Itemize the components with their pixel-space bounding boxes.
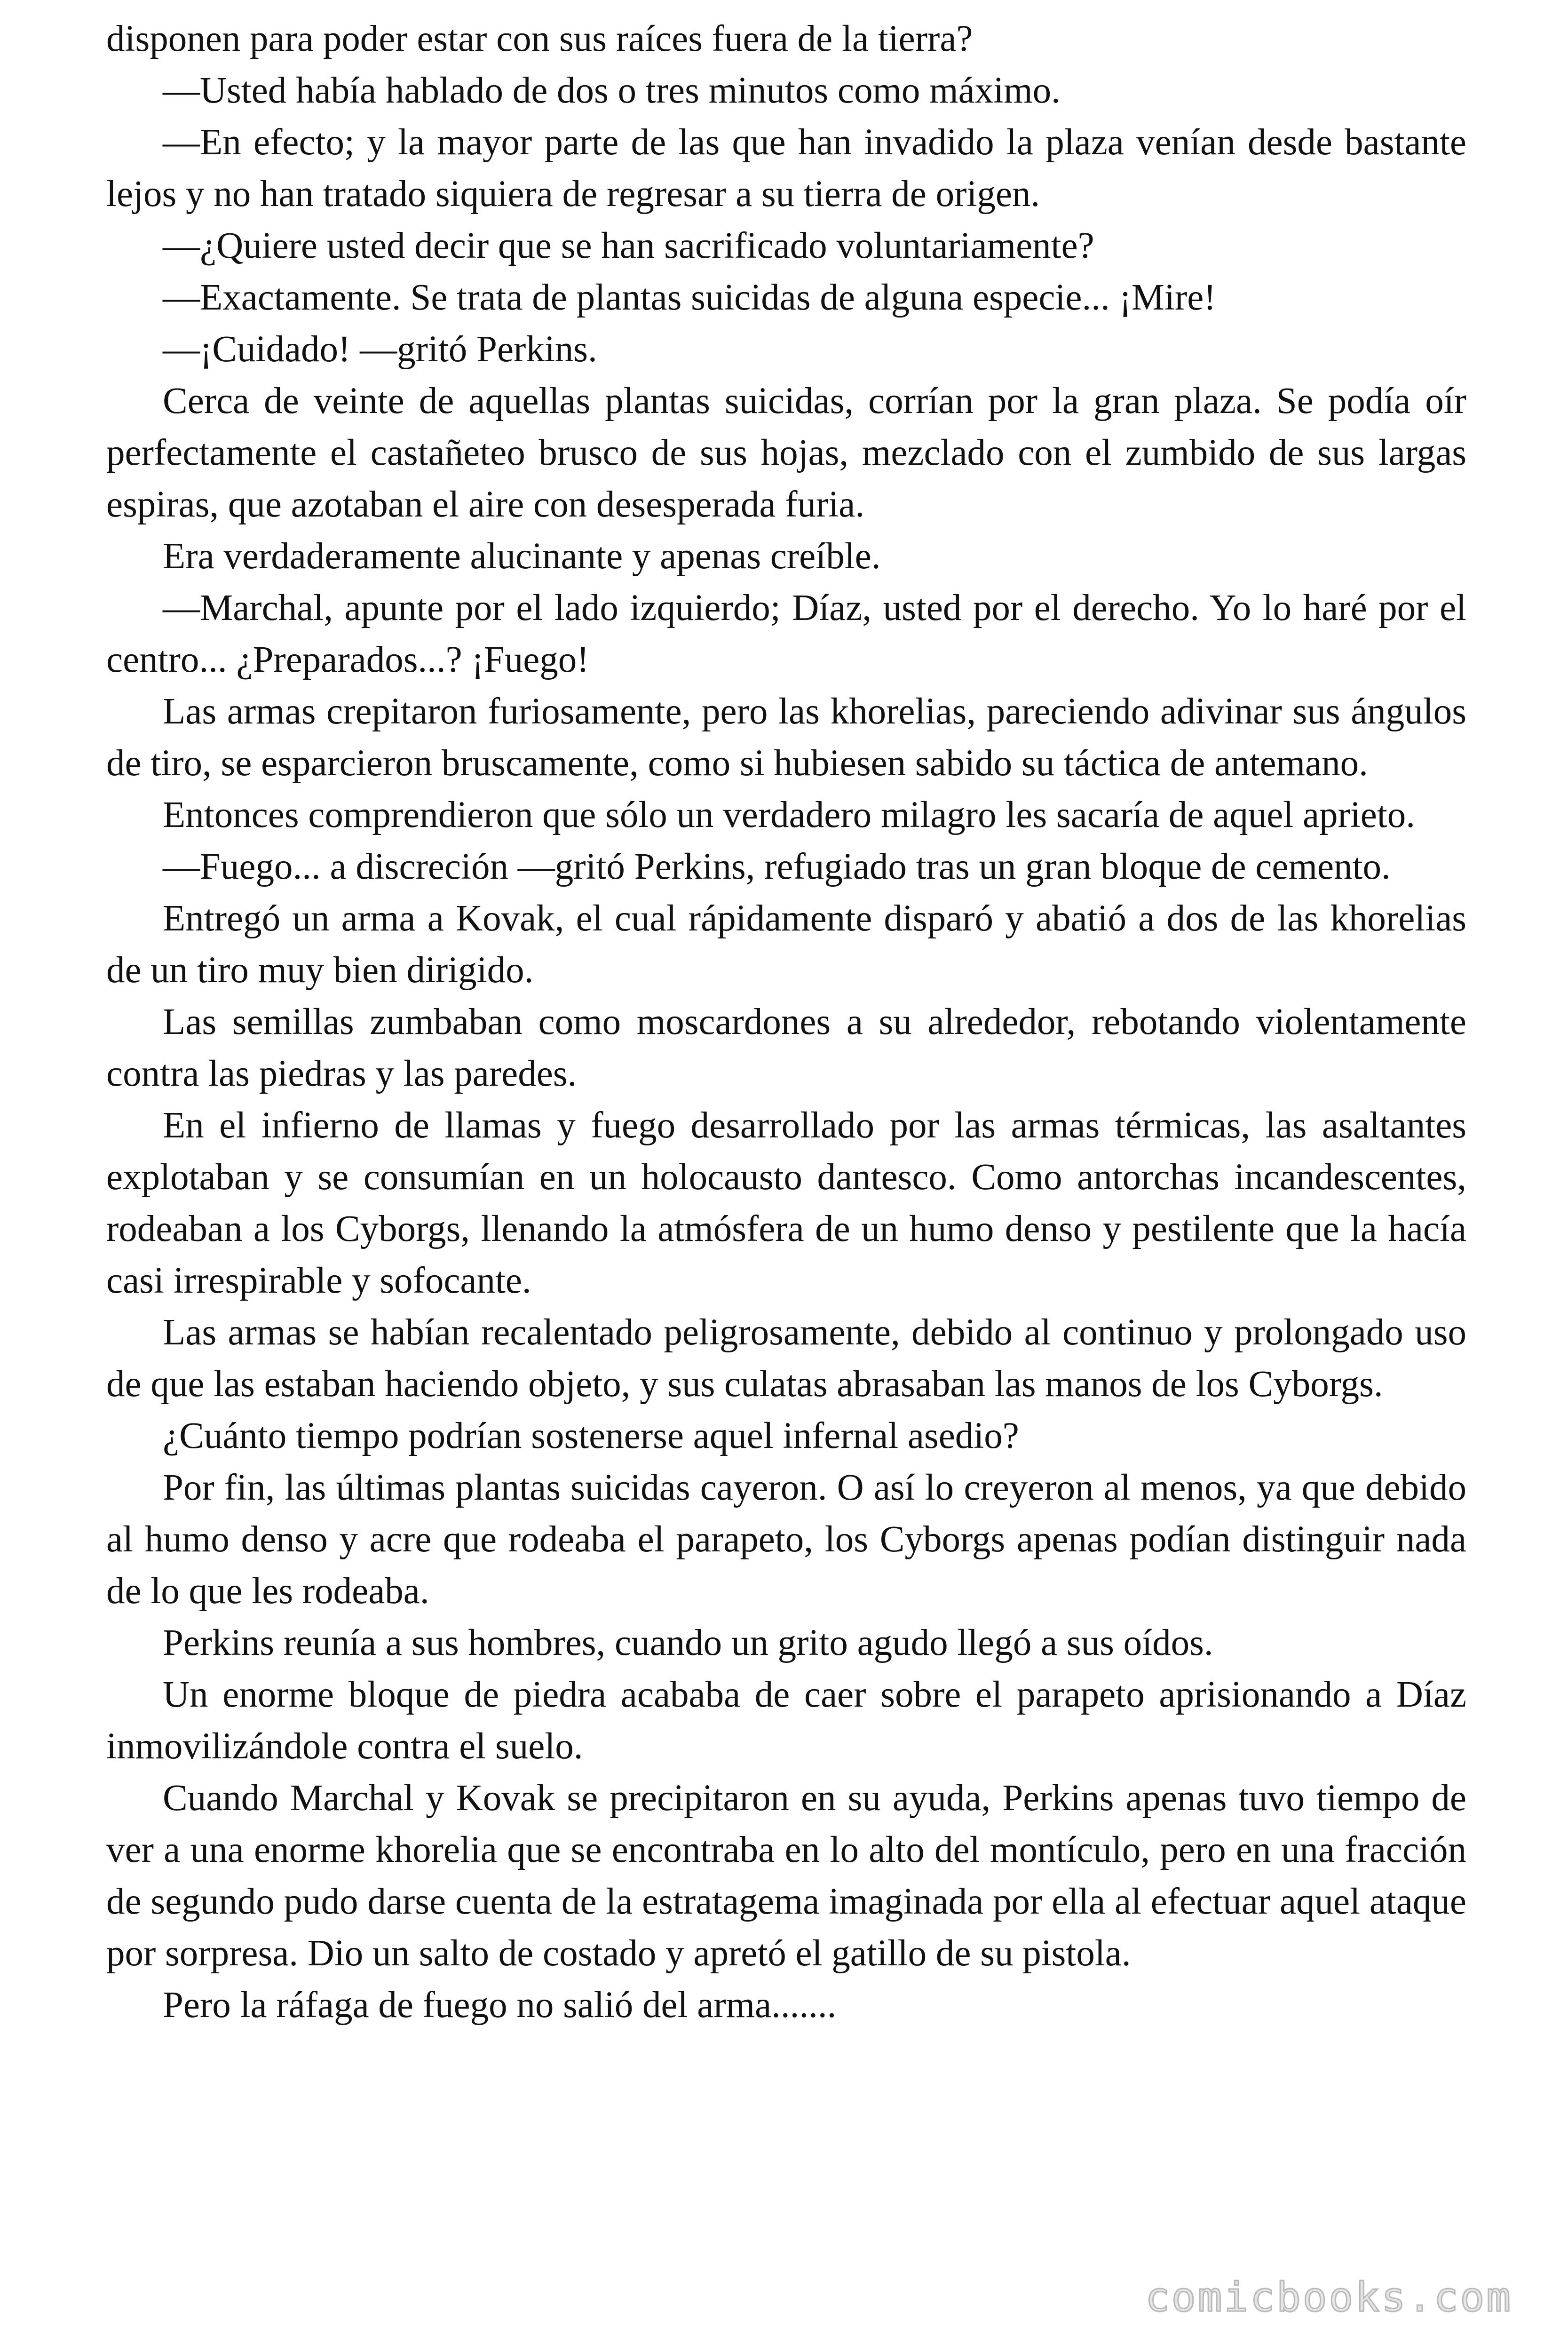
paragraph-17: ¿Cuánto tiempo podrían sostenerse aquel infernal asedio? bbox=[163, 1415, 1019, 1456]
paragraph-3: —En efecto; y la mayor parte de las que han invadido la plaza venían desde bastante lejos y no han tratado siquiera de regresar a su tierra de origen. bbox=[106, 122, 1466, 215]
paragraph-21: Cuando Marchal y Kovak se precipitaron en su ayuda, Perkins apenas tuvo tiempo de ver a una enorme khorelia que se encontraba en lo alto del montículo, pero en una fracción de segundo pudo darse cuenta de la estratagema imaginada por ella al efectuar aquel ataque por sorpresa. Dio un salto de costado y apretó el gatillo de su pistola. bbox=[106, 1778, 1466, 1974]
paragraph-16: Las armas se habían recalentado peligrosamente, debido al continuo y prolongado uso de que las estaban haciendo objeto, y sus culatas abrasaban las manos de los Cyborgs. bbox=[106, 1312, 1466, 1405]
paragraph-19: Perkins reunía a sus hombres, cuando un grito agudo llegó a sus oídos. bbox=[163, 1622, 1213, 1663]
paragraph-8: Era verdaderamente alucinante y apenas creíble. bbox=[163, 536, 881, 577]
paragraph-4: —¿Quiere usted decir que se han sacrificado voluntariamente? bbox=[163, 225, 1094, 266]
paragraph-18: Por fin, las últimas plantas suicidas cayeron. O así lo creyeron al menos, ya que debido al humo denso y acre que rodeaba el parapeto, los Cyborgs apenas podían distinguir nada de lo que les rodeaba. bbox=[106, 1467, 1466, 1612]
paragraph-10: Las armas crepitaron furiosamente, pero las khorelias, pareciendo adivinar sus ángulos de tiro, se esparcieron bruscamente, como si hubiesen sabido su táctica de antemano. bbox=[106, 691, 1466, 784]
page-text-body bbox=[106, 13, 1466, 2031]
paragraph-22: Pero la ráfaga de fuego no salió del arma....... bbox=[163, 1985, 837, 2026]
paragraph-9: —Marchal, apunte por el lado izquierdo; Díaz, usted por el derecho. Yo lo haré por el centro... ¿Preparados...? ¡Fuego! bbox=[106, 588, 1466, 680]
paragraph-13: Entregó un arma a Kovak, el cual rápidamente disparó y abatió a dos de las khorelias de un tiro muy bien dirigido. bbox=[106, 898, 1466, 991]
paragraph-12: —Fuego... a discreción —gritó Perkins, refugiado tras un gran bloque de cemento. bbox=[163, 846, 1391, 887]
paragraph-14: Las semillas zumbaban como moscardones a su alrededor, rebotando violentamente contra las piedras y las paredes. bbox=[106, 1001, 1466, 1094]
paragraph-15: En el infierno de llamas y fuego desarrollado por las armas térmicas, las asaltantes explotaban y se consumían en un holocausto dantesco. Como antorchas incandescentes, rodeaban a los Cyborgs, llenando la atmósfera de un humo denso y pestilente que la hacía casi irrespirable y sofocante. bbox=[106, 1105, 1466, 1301]
watermark: comicbooks.com bbox=[1145, 2274, 1513, 2321]
paragraph-5: —Exactamente. Se trata de plantas suicidas de alguna especie... ¡Mire! bbox=[163, 277, 1216, 318]
paragraph-2: —Usted había hablado de dos o tres minutos como máximo. bbox=[163, 70, 1061, 111]
paragraph-6: —¡Cuidado! —gritó Perkins. bbox=[163, 329, 597, 370]
paragraph-1: disponen para poder estar con sus raíces fuera de la tierra? bbox=[106, 18, 973, 59]
paragraph-20: Un enorme bloque de piedra acababa de caer sobre el parapeto aprisionando a Díaz inmovilizándole contra el suelo. bbox=[106, 1674, 1466, 1767]
paragraph-7: Cerca de veinte de aquellas plantas suicidas, corrían por la gran plaza. Se podía oír perfectamente el castañeteo brusco de sus hojas, mezclado con el zumbido de sus largas espiras, que azotaban el aire con desesperada furia. bbox=[106, 381, 1466, 525]
paragraph-11: Entonces comprendieron que sólo un verdadero milagro les sacaría de aquel aprieto. bbox=[163, 795, 1416, 835]
